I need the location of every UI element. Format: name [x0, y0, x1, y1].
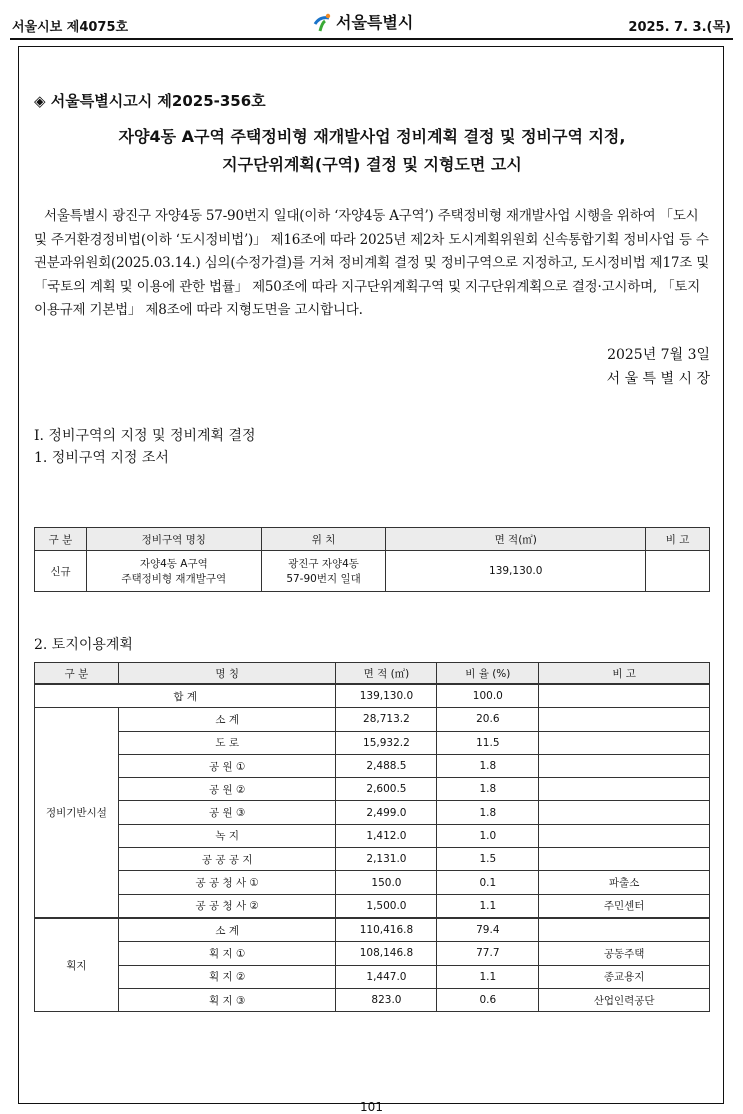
table-row	[35, 824, 710, 847]
table-header-cell: 면 적 (㎡)	[336, 663, 437, 685]
table-cell: 1.1	[437, 965, 539, 988]
table-row	[35, 778, 710, 801]
table-row	[35, 551, 710, 592]
table-cell: 공 공 청 사 ②	[118, 894, 336, 918]
table-cell: 획 지 ②	[118, 965, 336, 988]
zone-name-line1: 자양4동 A구역	[139, 558, 208, 570]
table-row	[35, 965, 710, 988]
table-cell: 139,130.0	[336, 684, 437, 708]
table-row	[35, 942, 710, 965]
section-heading-2: 2. 토지이용계획	[34, 637, 133, 653]
table-total-row	[35, 684, 710, 708]
table-cell: 79.4	[437, 918, 539, 942]
table-cell: 1.0	[437, 824, 539, 847]
table-cell	[539, 824, 710, 847]
table-row	[35, 894, 710, 918]
table-cell: 공 원 ①	[118, 754, 336, 777]
table-header-cell: 비 율 (%)	[437, 663, 539, 685]
seoul-logo-icon	[312, 12, 332, 32]
table-group-label: 획지	[35, 918, 119, 1012]
table-header-cell: 구 분	[35, 663, 119, 685]
table-cell: 0.1	[437, 871, 539, 894]
table-cell: 소 계	[118, 918, 336, 942]
table-cell: 녹 지	[118, 824, 336, 847]
table-header-cell: 명 칭	[118, 663, 336, 685]
notice-date: 2025년 7월 3일	[607, 346, 710, 363]
table-header-cell: 구 분	[35, 528, 87, 551]
table-cell: 공 공 공 지	[118, 848, 336, 871]
seoul-logo-text: 서울특별시	[336, 13, 414, 32]
notice-signature	[34, 343, 710, 391]
table-cell	[539, 801, 710, 824]
table-cell: 획 지 ①	[118, 942, 336, 965]
table-cell	[539, 778, 710, 801]
table-cell: 공 원 ③	[118, 801, 336, 824]
table-cell: 1.8	[437, 801, 539, 824]
table-row	[35, 708, 710, 731]
table-cell: 도 로	[118, 731, 336, 754]
table-cell: 1.8	[437, 754, 539, 777]
table-cell: 1.8	[437, 778, 539, 801]
table-cell: 종교용지	[539, 965, 710, 988]
table-row	[35, 801, 710, 824]
table-cell: 823.0	[336, 988, 437, 1011]
table-cell	[86, 551, 261, 592]
table-row	[35, 918, 710, 942]
land-use-plan-table	[34, 662, 710, 1012]
table-group-label: 정비기반시설	[35, 708, 119, 918]
table-header-cell: 비 고	[539, 663, 710, 685]
notice-title-line2: 지구단위계획(구역) 결정 및 지형도면 고시	[222, 155, 522, 174]
table-cell: 20.6	[437, 708, 539, 731]
table-header-cell: 위 치	[261, 528, 386, 551]
table-header-cell: 비 고	[646, 528, 710, 551]
table-cell: 100.0	[437, 684, 539, 708]
table-cell	[539, 848, 710, 871]
table-cell	[539, 754, 710, 777]
notice-content	[34, 90, 710, 469]
zone-location-line1: 광진구 자양4동	[288, 558, 359, 570]
seoul-logo	[312, 10, 413, 33]
table-cell: 획 지 ③	[118, 988, 336, 1011]
table-cell: 2,600.5	[336, 778, 437, 801]
gazette-issue-number: 서울시보 제4075호	[12, 20, 129, 35]
table-cell: 1.1	[437, 894, 539, 918]
table-row	[35, 754, 710, 777]
table-cell	[646, 551, 710, 592]
table-cell: 1,412.0	[336, 824, 437, 847]
table-cell: 소 계	[118, 708, 336, 731]
table-row	[35, 988, 710, 1011]
notice-number: ◈ 서울특별시고시 제2025-356호	[34, 92, 266, 110]
table-cell	[261, 551, 386, 592]
table-header-cell: 정비구역 명칭	[86, 528, 261, 551]
table-header-row	[35, 663, 710, 685]
section-heading-1: Ⅰ. 정비구역의 지정 및 정비계획 결정	[34, 427, 256, 444]
table-cell: 파출소	[539, 871, 710, 894]
table-cell: 28,713.2	[336, 708, 437, 731]
table-cell: 산업인력공단	[539, 988, 710, 1011]
table-cell: 공동주택	[539, 942, 710, 965]
table-cell: 0.6	[437, 988, 539, 1011]
table-header-row	[35, 528, 710, 551]
table-cell: 2,488.5	[336, 754, 437, 777]
notice-body: 서울특별시 광진구 자양4동 57-90번지 일대(이하 ‘자양4동 A구역’) 주택정비형 재개발사업 시행을 위하여 「도시 및 주거환경정비법(이하 ‘도시정비법’)」 제16조에 따라 2025년 제2차 도시계획위원회 신속통합기획 정비사업 등 수권분과위원회(2025.03.14.) 심의(수정가결)를 거쳐 정비계획 결정 및 정비구역으로 지정하고, 도시정비법 제17조 및 「국토의 계획 및 이용에 관한 법률」 제50조에 따라 지구단위계획구역 및 지구단위계획으로 결정·고시하며, 「토지이용규제 기본법」 제8조에 따라 지형도면을 고시합니다.	[34, 208, 710, 318]
table-cell: 77.7	[437, 942, 539, 965]
table-cell: 공 원 ②	[118, 778, 336, 801]
page-header	[0, 0, 743, 44]
table-cell: 1,500.0	[336, 894, 437, 918]
table-cell: 1.5	[437, 848, 539, 871]
table-cell: 공 공 청 사 ①	[118, 871, 336, 894]
table-cell: 2,499.0	[336, 801, 437, 824]
table-cell: 주민센터	[539, 894, 710, 918]
table-cell: 110,416.8	[336, 918, 437, 942]
table-cell: 신규	[35, 551, 87, 592]
table-cell	[539, 731, 710, 754]
page-number: 101	[360, 1100, 383, 1114]
zone-name-line2: 주택정비형 재개발구역	[121, 573, 227, 585]
table-cell	[539, 684, 710, 708]
gazette-date: 2025. 7. 3.(목)	[628, 20, 731, 35]
table-row	[35, 848, 710, 871]
table-cell: 2,131.0	[336, 848, 437, 871]
table-cell	[539, 918, 710, 942]
table-cell	[539, 708, 710, 731]
table-cell: 15,932.2	[336, 731, 437, 754]
zone-location-line2: 57-90번지 일대	[286, 573, 361, 585]
table-cell: 139,130.0	[386, 551, 646, 592]
table-cell: 1,447.0	[336, 965, 437, 988]
table-cell: 11.5	[437, 731, 539, 754]
table-cell: 150.0	[336, 871, 437, 894]
section-heading-1-1: 1. 정비구역 지정 조서	[34, 449, 169, 466]
notice-title-line1: 자양4동 A구역 주택정비형 재개발사업 정비계획 결정 및 정비구역 지정,	[118, 127, 626, 146]
table-cell: 108,146.8	[336, 942, 437, 965]
table-cell: 합 계	[35, 684, 336, 708]
table-row	[35, 731, 710, 754]
zone-designation-table	[34, 527, 710, 592]
table-row	[35, 871, 710, 894]
header-divider	[10, 38, 733, 40]
table-header-cell: 면 적(㎡)	[386, 528, 646, 551]
notice-issuer: 서 울 특 별 시 장	[606, 370, 710, 387]
